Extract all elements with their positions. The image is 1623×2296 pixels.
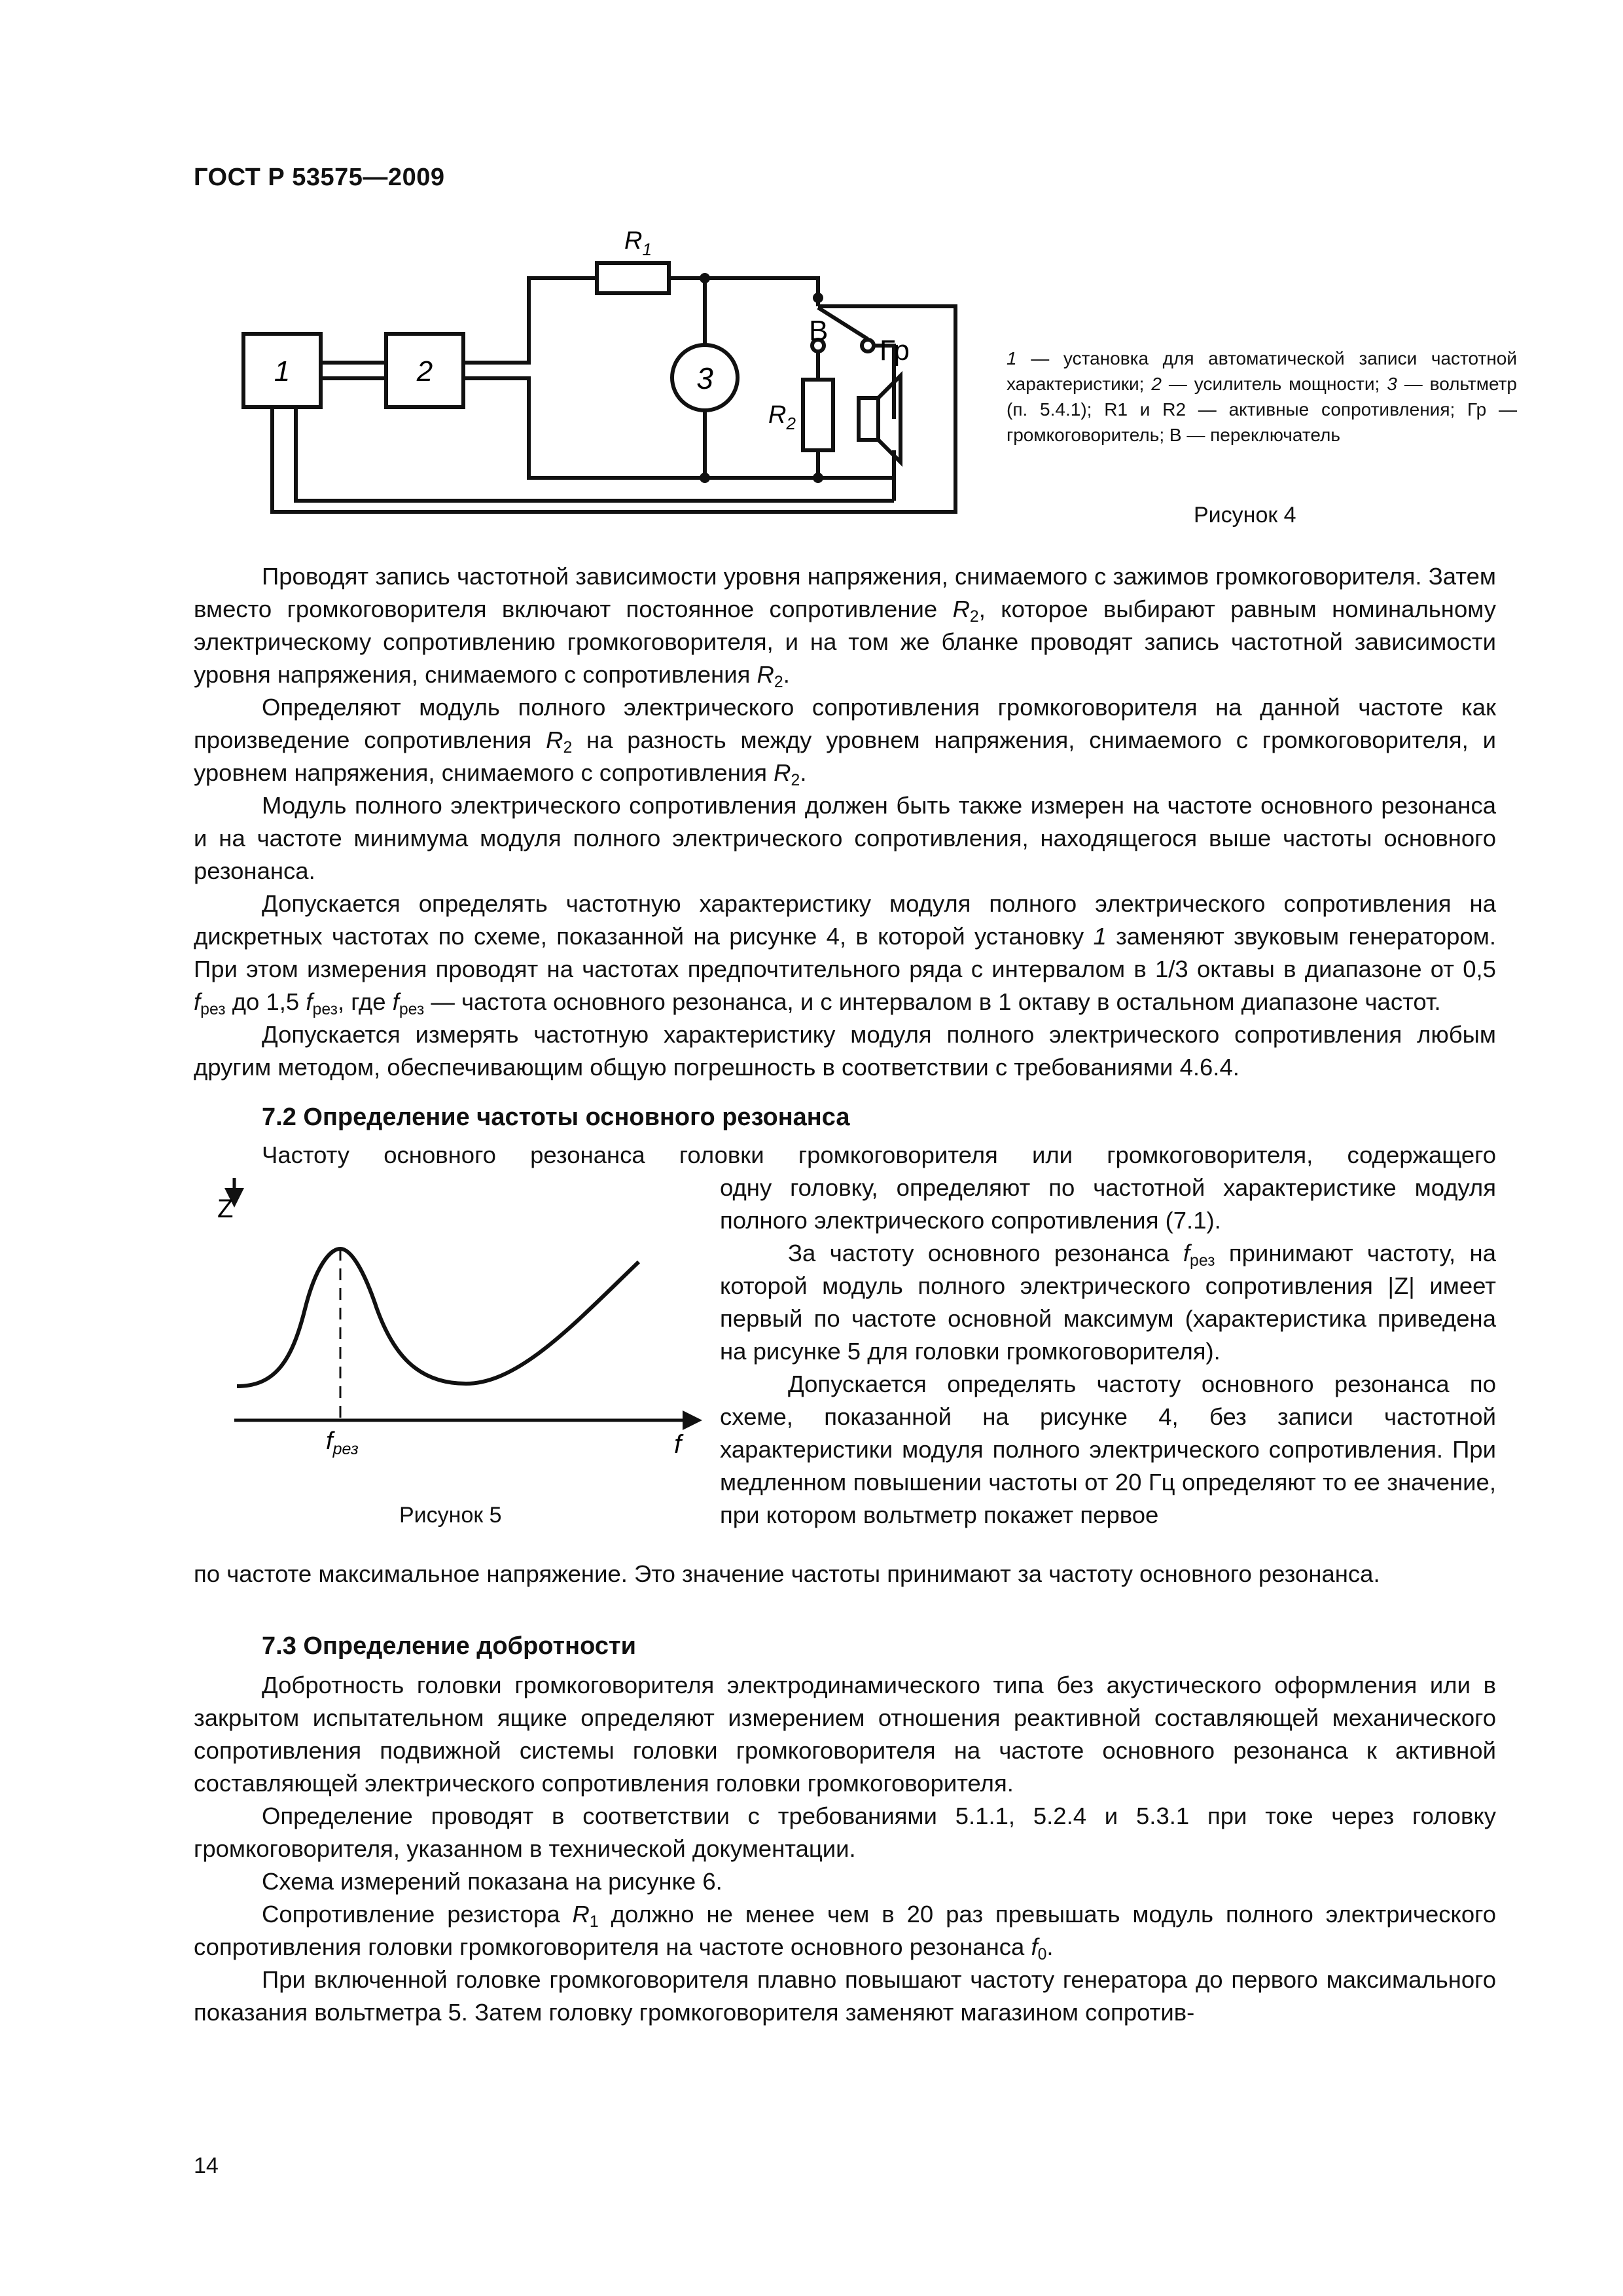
section-7-2-heading: 7.2 Определение частоты основного резонанса [262, 1103, 850, 1131]
voltmeter-label: 3 [696, 361, 713, 395]
section-7-3-text: Добротность головки громкоговорителя электродинамического типа без акустического оформления или в закрытом испытательном ящике определяют измерением отношения реактивной составляющей механического сопротивления подвижной системы головки громкоговорителя на частоте основного резонанса к активной составляющей электрического сопротивления головки громкоговорителя. Определение проводят в соответствии с требованиями 5.1.1, 5.2.4 и 5.3.1 при токе через головку громкоговорителя, указанном в технической документации. Схема измерений показана на рисунке 6. Сопротивление резистора $R_1$ должно не менее чем в 20 раз превышать модуль полного электрического сопротивления головки громкоговорителя на частоте основного резонанса $f_0$. При включенной головке громкоговорителя плавно повышают частоту генератора до первого максимального показания вольтметра 5. Затем головку громкоговорителя заменяют магазином сопротив- [194, 1672, 1496, 2026]
speaker-cone [878, 376, 901, 462]
paragraph: Допускается определять частотную характеристику модуля полного электрического сопротивления на дискретных частотах по схеме, показанной на рисунке 4, в которой установку 1 заменяют звуковым генератором. При этом измерения проводят на частотах предпочтительного ряда с интервалом в 1/3 октавы в диапазоне от 0,5 $f_{рез}$ до 1,5 $f_{рез}$, где $f_{рез}$ — частота основного резонанса, и с интервалом в 1 октаву в остальном диапазоне частот. [194, 890, 1496, 1018]
block-2-label: 2 [416, 355, 433, 387]
r1-label: $R_1$ [624, 227, 652, 259]
section-7-2-tail: по частоте максимальное напряжение. Это значение частоты принимают за частоту основного резонанса. [194, 1560, 1380, 1587]
figure-4-legend: 1 — установка для автоматической записи частотной характеристики; 2 — усилитель мощности; 3 — вольтметр (п. 5.4.1); R1 и R2 — активные сопротивления; Гр — громкоговоритель; В — переключатель [1007, 348, 1518, 445]
resistor-r1 [597, 263, 669, 293]
paragraph: Допускается измерять частотную характеристику модуля полного электрического сопротивления любым другим методом, обеспечивающим общую погрешность в соответствии с требованиями 4.6.4. [194, 1021, 1496, 1081]
y-axis-label: Z [217, 1194, 234, 1223]
switch-label: В [809, 315, 829, 347]
r2-label: $R_2$ [768, 401, 796, 433]
paragraph: Модуль полного электрического сопротивления должен быть также измерен на частоте основного резонанса и на частоте минимума модуля полного электрического сопротивления, находящегося выше частоты основного резонанса. [194, 792, 1496, 884]
page-number: 14 [194, 2153, 219, 2178]
x-axis-label: f [674, 1430, 682, 1459]
block-1-label: 1 [274, 355, 291, 387]
paragraph: Проводят запись частотной зависимости уровня напряжения, снимаемого с зажимов громкоговорителя. Затем вместо громкоговорителя включают постоянное сопротивление $R_2$, которое выбирают равным номинальному электрическому сопротивлению громкоговорителя, и на том же бланке проводят запись частотной зависимости уровня напряжения, снимаемого с сопротивления $R_2$. [194, 563, 1497, 691]
resonance-marker-label: $f_{рез}$ [326, 1427, 359, 1458]
figure-4-caption: Рисунок 4 [1194, 503, 1296, 528]
figure-5-chart [196, 1178, 707, 1518]
section-7-2-right-column: одну головку, определяют по частотной характеристике модуля полного электрического сопротивления (7.1). За частоту основного резонанса $f_{рез}$ принимают частоту, на которой модуль полного электрического сопротивления |Z| имеет первый по частоте основной максимум (характеристика приведена на рисунке 5 для головки громкоговорителя). Допускается определять частоту основного резонанса по схеме, показанной на рисунке 4, без записи частотной характеристики модуля полного электрического сопротивления. При медленном повышении частоты от 20 Гц определяют то ее значение, при котором вольтметр покажет первое [720, 1174, 1497, 1528]
section-7-3-heading: 7.3 Определение добротности [262, 1632, 636, 1660]
text-block-1 [194, 560, 1496, 1084]
resistor-r2 [803, 380, 833, 450]
section-7-2-line1: Частоту основного резонанса головки громкоговорителя или громкоговорителя, содержащего [262, 1141, 1496, 1168]
document-header: ГОСТ Р 53575—2009 [194, 164, 445, 191]
impedance-curve [237, 1249, 639, 1386]
speaker-label: Гр [880, 334, 910, 367]
paragraph: Определяют модуль полного электрического сопротивления громкоговорителя на данной частоте как произведение сопротивления $R_2$ на разность между уровнем напряжения, снимаемого с громкоговорителя, и уровнем напряжения, снимаемого с сопротивления $R_2$. [194, 694, 1496, 789]
figure-4-circuit [236, 223, 982, 537]
figure-5-caption: Рисунок 5 [399, 1503, 502, 1528]
speaker-box [859, 398, 878, 440]
